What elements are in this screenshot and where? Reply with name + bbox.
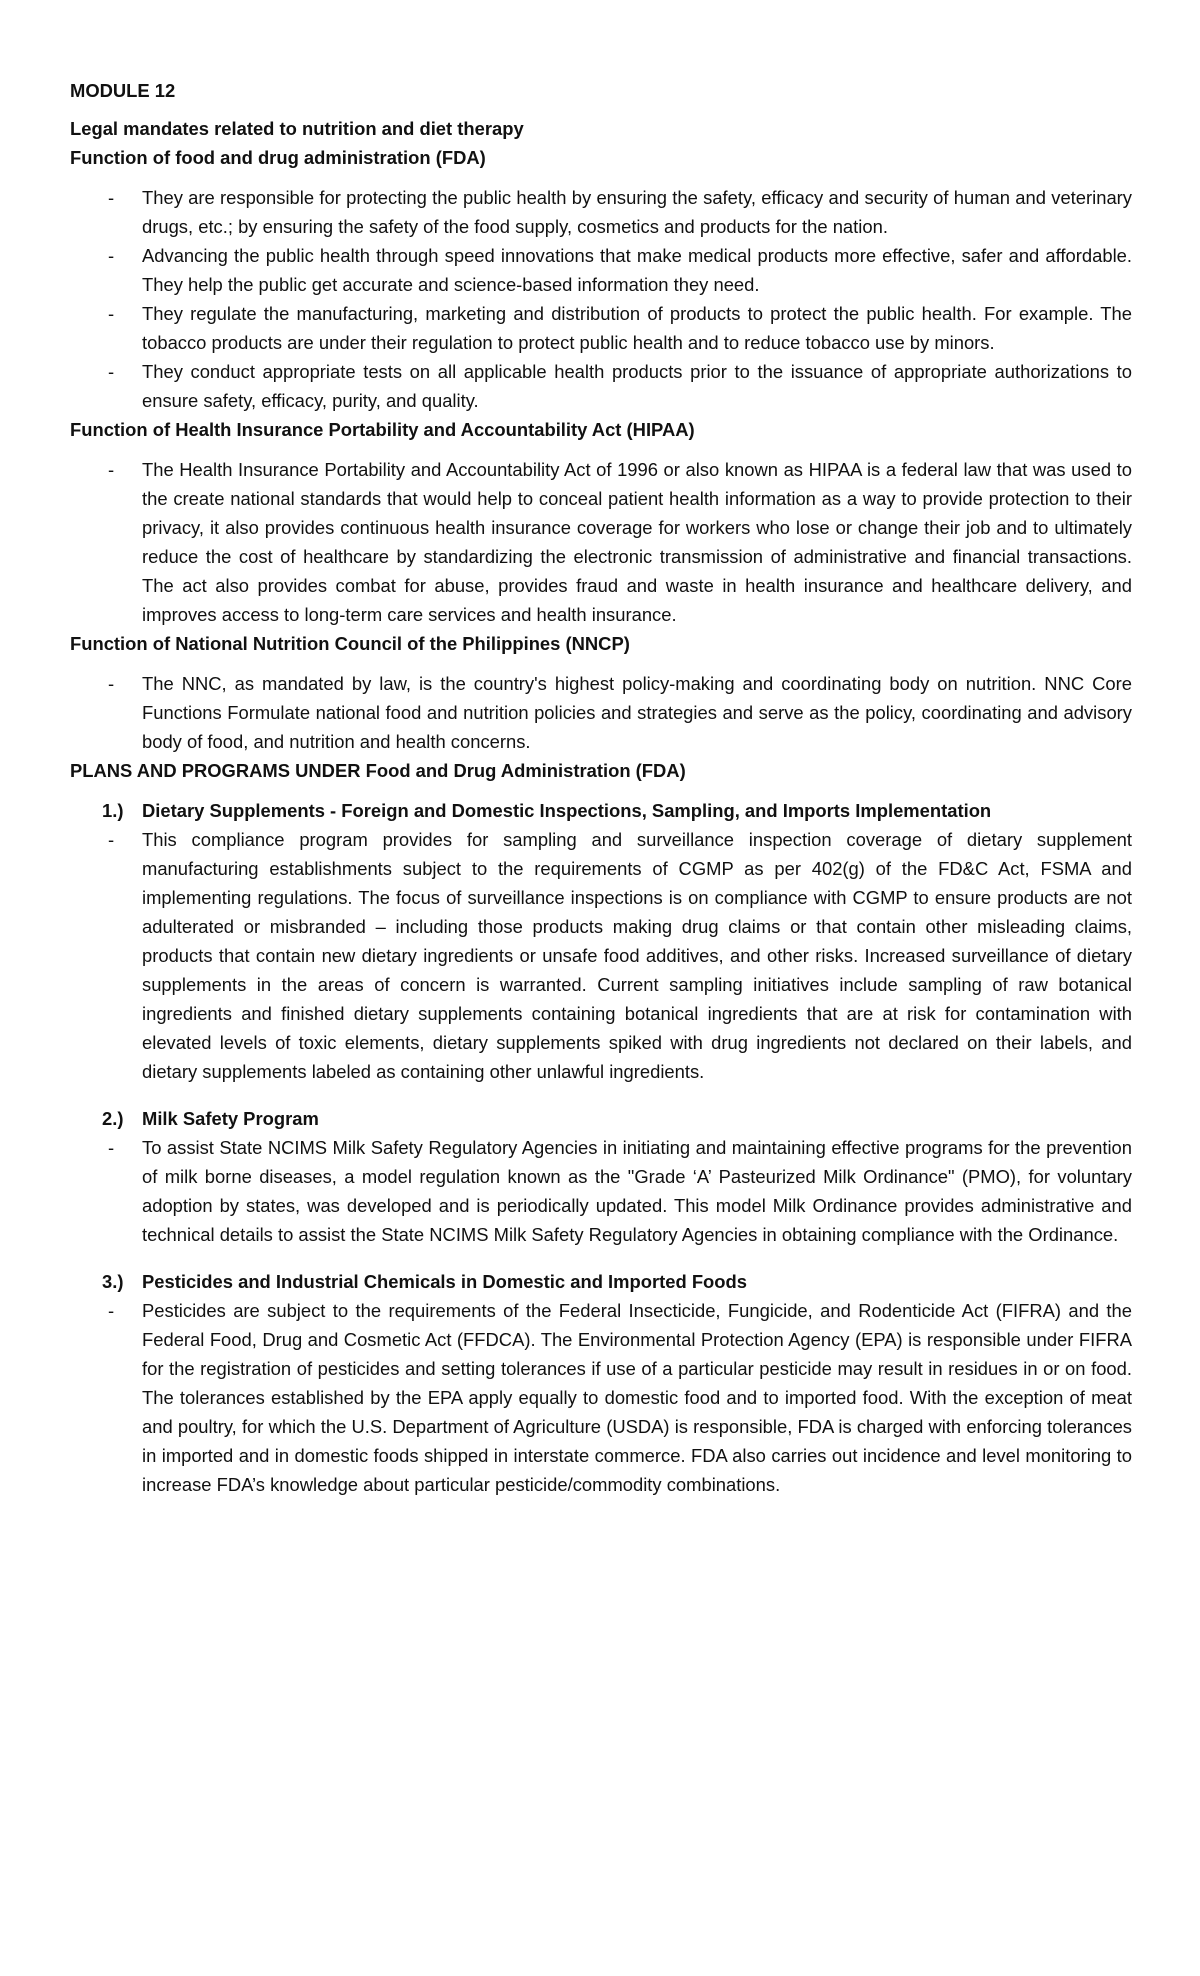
- list-item: - This compliance program provides for sampling and surveillance inspection coverage of dietary supplement manufacturing establishments subject to the requirements of CGMP as per 402(g) of the FD&C Act, FSMA and implementing regulations. The focus of surveillance inspections is on compliance with CGMP to ensure products are not adulterated or misbranded – including those products making drug claims or that contain other misleading claims, products that contain new dietary ingredients or unsafe food additives, and other risks. Increased surveillance of dietary supplements in the areas of concern is warranted. Current sampling initiatives include sampling of raw botanical ingredients and finished dietary supplements containing botanical ingredients that are at risk for contamination with elevated levels of toxic elements, dietary supplements spiked with drug ingredients not declared on their labels, and dietary supplements labeled as containing other unlawful ingredients.: [70, 825, 1132, 1086]
- program-item: [70, 1104, 1132, 1249]
- section-fda-functions: [70, 143, 1132, 415]
- bullet-list: [70, 825, 1132, 1086]
- section-heading: Function of Health Insurance Portability and Accountability Act (HIPAA): [70, 419, 695, 440]
- document-page: [70, 76, 1132, 1517]
- bullet-list: [70, 669, 1132, 756]
- program-title: Milk Safety Program: [142, 1108, 319, 1129]
- program-item: [70, 796, 1132, 1086]
- list-item: - To assist State NCIMS Milk Safety Regulatory Agencies in initiating and maintaining effective programs for the prevention of milk borne diseases, a model regulation known as the "Grade ‘A’ Pasteurized Milk Ordinance" (PMO), for voluntary adoption by states, was developed and is periodically updated. This model Milk Ordinance provides administrative and technical details to assist the State NCIMS Milk Safety Regulatory Agencies in obtaining compliance with the Ordinance.: [70, 1133, 1132, 1249]
- module-subtitle: Legal mandates related to nutrition and diet therapy: [70, 118, 524, 139]
- list-item: - They regulate the manufacturing, marketing and distribution of products to protect the public health. For example. The tobacco products are under their regulation to protect public health and to reduce tobacco use by minors.: [70, 299, 1132, 357]
- list-item: - The NNC, as mandated by law, is the country's highest policy-making and coordinating body on nutrition. NNC Core Functions Formulate national food and nutrition policies and strategies and serve as the policy, coordinating and advisory body of food, and nutrition and health concerns.: [70, 669, 1132, 756]
- program-heading: [70, 796, 1132, 825]
- program-list: [70, 796, 1132, 1499]
- program-number: 3.): [102, 1271, 124, 1292]
- section-plans-programs: [70, 756, 1132, 1499]
- module-title: MODULE 12: [70, 80, 176, 101]
- program-title: Pesticides and Industrial Chemicals in Domestic and Imported Foods: [142, 1271, 747, 1292]
- section-nncp-functions: [70, 629, 1132, 756]
- section-heading: Function of National Nutrition Council of the Philippines (NNCP): [70, 633, 630, 654]
- list-item: - They are responsible for protecting the public health by ensuring the safety, efficacy and security of human and veterinary drugs, etc.; by ensuring the safety of the food supply, cosmetics and products for the nation.: [70, 183, 1132, 241]
- program-heading: [70, 1267, 1132, 1296]
- bullet-list: [70, 455, 1132, 629]
- program-number: 2.): [102, 1108, 124, 1129]
- program-item: [70, 1267, 1132, 1499]
- list-item: - They conduct appropriate tests on all applicable health products prior to the issuance of appropriate authorizations to ensure safety, efficacy, purity, and quality.: [70, 357, 1132, 415]
- program-title: Dietary Supplements - Foreign and Domestic Inspections, Sampling, and Imports Implementation: [142, 800, 992, 821]
- list-item: - Advancing the public health through speed innovations that make medical products more effective, safer and affordable. They help the public get accurate and science-based information they need.: [70, 241, 1132, 299]
- section-heading: Function of food and drug administration (FDA): [70, 147, 486, 168]
- bullet-list: [70, 1296, 1132, 1499]
- section-hipaa-functions: [70, 415, 1132, 629]
- bullet-list: [70, 1133, 1132, 1249]
- section-heading: PLANS AND PROGRAMS UNDER Food and Drug Administration (FDA): [70, 760, 686, 781]
- list-item: - Pesticides are subject to the requirements of the Federal Insecticide, Fungicide, and Rodenticide Act (FIFRA) and the Federal Food, Drug and Cosmetic Act (FFDCA). The Environmental Protection Agency (EPA) is responsible under FIFRA for the registration of pesticides and setting tolerances if use of a particular pesticide may result in residues in or on food. The tolerances established by the EPA apply equally to domestic food and to imported food. With the exception of meat and poultry, for which the U.S. Department of Agriculture (USDA) is responsible, FDA is charged with enforcing tolerances in imported and in domestic foods shipped in interstate commerce. FDA also carries out incidence and level monitoring to increase FDA’s knowledge about particular pesticide/commodity combinations.: [70, 1296, 1132, 1499]
- program-heading: [70, 1104, 1132, 1133]
- program-number: 1.): [102, 800, 124, 821]
- bullet-list: [70, 183, 1132, 415]
- list-item: - The Health Insurance Portability and Accountability Act of 1996 or also known as HIPAA is a federal law that was used to the create national standards that would help to conceal patient health information as a way to provide protection to their privacy, it also provides continuous health insurance coverage for workers who lose or change their job and to ultimately reduce the cost of healthcare by standardizing the electronic transmission of administrative and financial transactions. The act also provides combat for abuse, provides fraud and waste in health insurance and healthcare delivery, and improves access to long-term care services and health insurance.: [70, 455, 1132, 629]
